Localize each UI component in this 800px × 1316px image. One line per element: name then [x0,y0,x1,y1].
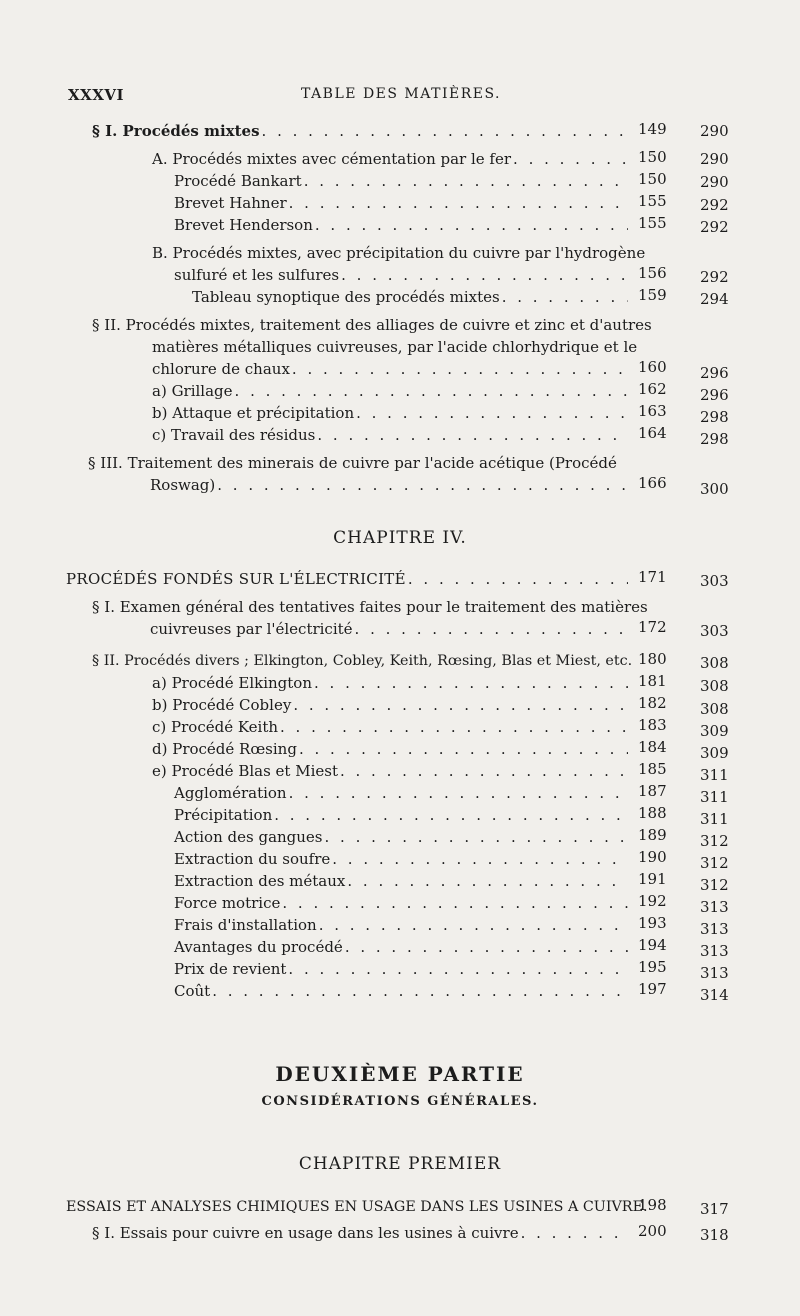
toc-entry: e) Procédé Blas et Miest . . . [152,760,632,782]
page-ref: 198 [638,1196,667,1214]
page-ref: 308 [700,677,729,695]
page-ref: 290 [700,150,729,168]
toc-entry: § I. Essais pour cuivre en usage dans les usines à cuivre . . . [92,1222,632,1244]
toc-entry: d) Procédé Rœsing . . . [152,738,632,760]
toc-entry: Coût . . . [174,980,632,1002]
page-ref: 296 [700,364,729,382]
page-ref: 191 [638,870,667,888]
page-ref: 195 [638,958,667,976]
toc-entry: § I. Examen général des tentatives faites pour le traitement des matières cuivreuses par l'électricité . . . [92,596,632,640]
page-ref: 312 [700,832,729,850]
toc-entry: Extraction du soufre . . . [174,848,632,870]
page-ref: 171 [638,568,667,586]
page-ref: 313 [700,942,729,960]
page-ref: 292 [700,196,729,214]
toc-entry: Brevet Hahner . . . [174,192,632,214]
toc-entry: b) Procédé Cobley . . . [152,694,632,716]
page-ref: 317 [700,1200,729,1218]
page-ref: 188 [638,804,667,822]
page-ref: 296 [700,386,729,404]
page-ref: 292 [700,218,729,236]
toc-entry: Action des gangues . . . [174,826,632,848]
page-ref: 160 [638,358,667,376]
page-ref: 183 [638,716,667,734]
page-ref: 308 [700,700,729,718]
page-ref: 309 [700,722,729,740]
page-ref: 192 [638,892,667,910]
toc-entry: Précipitation . . . [174,804,632,826]
page-ref: 180 [638,650,667,668]
page-ref: 290 [700,122,729,140]
part-subtitle: CONSIDÉRATIONS GÉNÉRALES. [261,1094,539,1109]
chapter-heading: CHAPITRE PREMIER [298,1154,502,1174]
page-ref: 313 [700,898,729,916]
page-ref: 290 [700,173,729,191]
page-ref: 181 [638,672,667,690]
toc-entry: PROCÉDÉS FONDÉS SUR L'ÉLECTRICITÉ . . . [66,568,632,590]
toc-entry: c) Procédé Keith . . . [152,716,632,738]
page-ref: 314 [700,986,729,1004]
page-ref: 298 [700,408,729,426]
toc-entry: Tableau synoptique des procédés mixtes . . . [192,286,632,308]
toc-entry: c) Travail des résidus . . . [152,424,632,446]
toc-entry: Agglomération . . . [174,782,632,804]
toc-entry: Prix de revient . . . [174,958,632,980]
page-ref: 197 [638,980,667,998]
toc-entry: § II. Procédés divers ; Elkington, Cobley, Keith, Rœsing, Blas et Miest, etc. [92,653,633,669]
page-ref: 298 [700,430,729,448]
page-ref: 189 [638,826,667,844]
toc-entry: a) Procédé Elkington . . . [152,672,632,694]
page-ref: 155 [638,214,667,232]
page-ref: 162 [638,380,667,398]
page-ref: 194 [638,936,667,954]
page-ref: 184 [638,738,667,756]
page-ref: 312 [700,854,729,872]
page-ref: 313 [700,920,729,938]
page-ref: 311 [700,788,729,806]
toc-entry: A. Procédés mixtes avec cémentation par le fer . . . [152,148,632,170]
page-ref: 172 [638,618,667,636]
page-ref: 166 [638,474,667,492]
toc-entry: a) Grillage . . . [152,380,632,402]
toc-entry: Avantages du procédé . . . [174,936,632,958]
page-ref: 190 [638,848,667,866]
page-ref: 312 [700,876,729,894]
page-number: XXXVI [68,86,125,104]
page-ref: 185 [638,760,667,778]
page-ref: 300 [700,480,729,498]
page-ref: 150 [638,170,667,188]
part-title: DEUXIÈME PARTIE [275,1062,525,1086]
page-ref: 156 [638,264,667,282]
page-ref: 150 [638,148,667,166]
toc-entry: Frais d'installation . . . [174,914,632,936]
page-ref: 308 [700,654,729,672]
page-ref: 155 [638,192,667,210]
toc-entry: B. Procédés mixtes, avec précipitation du cuivre par l'hydrogène sulfuré et les sulfures . . . [152,242,632,286]
page-ref: 149 [638,120,667,138]
toc-entry: Force motrice . . . [174,892,632,914]
page-ref: 164 [638,424,667,442]
page-ref: 159 [638,286,667,304]
page-ref: 311 [700,810,729,828]
page-ref: 294 [700,290,729,308]
running-title: TABLE DES MATIÈRES. [301,86,501,102]
chapter-heading: CHAPITRE IV. [333,528,467,548]
toc-entry: § II. Procédés mixtes, traitement des alliages de cuivre et zinc et d'autres matières métalliques cuivreuses, par l'acide chlorhydrique et le chlorure de chaux . . . [92,314,632,380]
page-ref: 303 [700,622,729,640]
toc-entry: § I. Procédés mixtes . . . [92,120,632,142]
toc-entry: Procédé Bankart . . . [174,170,632,192]
page-ref: 193 [638,914,667,932]
toc-entry: Brevet Henderson . . . [174,214,632,236]
toc-entry: § III. Traitement des minerais de cuivre par l'acide acétique (Procédé Roswag) . . . [88,452,632,496]
page-ref: 311 [700,766,729,784]
page-ref: 182 [638,694,667,712]
toc-entry: Extraction des métaux . . . [174,870,632,892]
page-ref: 163 [638,402,667,420]
page-ref: 292 [700,268,729,286]
page-ref: 187 [638,782,667,800]
page-header [68,86,734,110]
toc-entry: ESSAIS ET ANALYSES CHIMIQUES EN USAGE DANS LES USINES A CUIVRE. [66,1199,648,1215]
page-ref: 200 [638,1222,667,1240]
page-ref: 303 [700,572,729,590]
page-ref: 313 [700,964,729,982]
toc-entry: b) Attaque et précipitation . . . [152,402,632,424]
page-ref: 318 [700,1226,729,1244]
page-ref: 309 [700,744,729,762]
